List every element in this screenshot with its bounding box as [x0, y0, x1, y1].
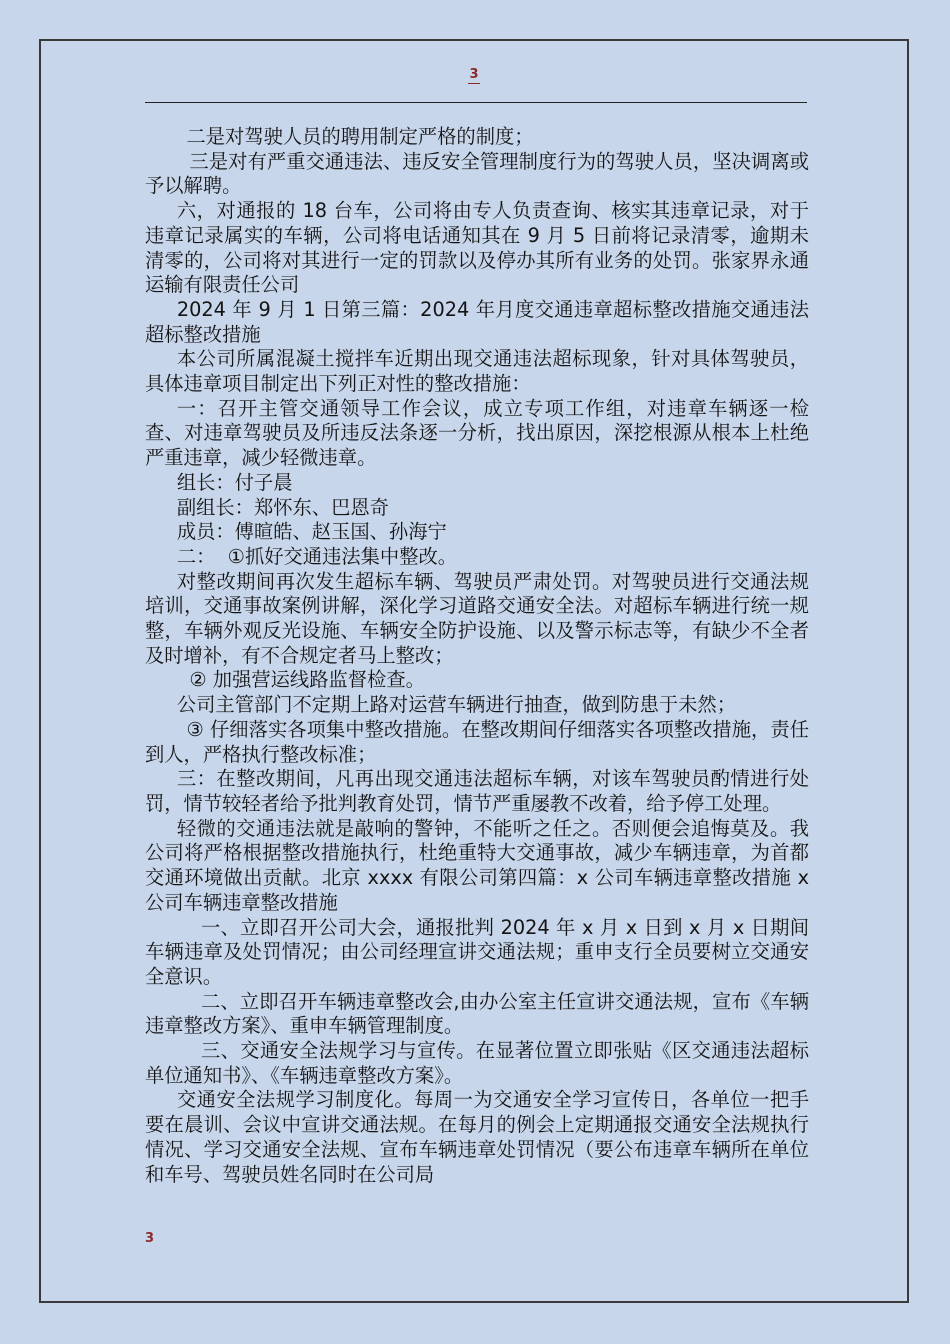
paragraph: 交通安全法规学习制度化。每周一为交通安全学习宣传日，各单位一把手要在晨训、会议中宣讲交通法规。在每月的例会上定期通报交通安全法规执行情况、学习交通安全法规、宣布车辆违章处罚情况（要公布违章车辆所在单位和车号、驾驶员姓名同时在公司局	[145, 1088, 809, 1186]
paragraph: 公司主管部门不定期上路对运营车辆进行抽查，做到防患于未然；	[176, 693, 736, 717]
paragraph: 二、立即召开车辆违章整改会,由办公室主任宣讲交通法规，宣布《车辆违章整改方案》、重申车辆管理制度。	[145, 989, 809, 1038]
paragraph: 轻微的交通违法就是敲响的警钟，不能听之任之。否则便会追悔莫及。我公司将严格根据整改措施执行，杜绝重特大交通事故，减少车辆违章，为首都交通环境做出贡献。北京 xxxx 有限公司第四篇：x 公司车辆违章整改措施 x 公司车辆违章整改措施	[145, 816, 809, 914]
paragraph: 三、交通安全法规学习与宣传。在显著位置立即张贴《区交通违法超标单位通知书》、《车辆违章整改方案》。	[145, 1039, 809, 1087]
paragraph: 一：召开主管交通领导工作会议，成立专项工作组，对违章车辆逐一检查、对违章驾驶员及所违反法条逐一分析，找出原因，深挖根源从根本上杜绝严重违章，减少轻微违章。	[145, 396, 809, 470]
paragraph: 六，对通报的 18 台车，公司将由专人负责查询、核实其违章记录，对于违章记录属实的车辆，公司将电话通知其在 9 月 5 日前将记录清零，逾期未清零的，公司将对其进行一定的罚款以及停办其所有业务的处罚。张家界永通运输有限责任公司	[145, 199, 809, 297]
document-body	[145, 125, 809, 1187]
footer-page-number: 3	[145, 1231, 155, 1246]
paragraph: 二是对驾驶人员的聘用制定严格的制度；	[186, 125, 534, 148]
document-page	[39, 39, 909, 1303]
paragraph: ② 加强营运线路监督检查。	[189, 668, 425, 692]
paragraph: 成员：傅暄皓、赵玉国、孙海宁	[176, 520, 447, 544]
paragraph: 副组长：郑怀东、巴恩奇	[176, 495, 389, 519]
paragraph: 一、立即召开公司大会，通报批判 2024 年 x 月 x 日到 x 月 x 日期间车辆违章及处罚情况；由公司经理宣讲交通法规；重申支行全员要树立交通安全意识。	[145, 915, 809, 988]
paragraph: ③ 仔细落实各项集中整改措施。在整改期间仔细落实各项整改措施，责任到人，严格执行整改标准；	[145, 717, 809, 766]
header-page-number: 3	[469, 67, 479, 82]
paragraph: 三是对有严重交通违法、违反安全管理制度行为的驾驶人员，坚决调离或予以解聘。	[145, 149, 809, 198]
header-divider	[145, 102, 807, 103]
paragraph: 三：在整改期间，凡再出现交通违法超标车辆，对该车驾驶员酌情进行处罚，情节较轻者给予批判教育处罚，情节严重屡教不改着，给予停工处理。	[145, 767, 809, 815]
paragraph: 本公司所属混凝土搅拌车近期出现交通违法超标现象，针对具体驾驶员，具体违章项目制定出下列正对性的整改措施：	[145, 347, 809, 396]
paragraph: 二： ①抓好交通违法集中整改。	[176, 544, 458, 568]
paragraph: 2024 年 9 月 1 日第三篇：2024 年月度交通违章超标整改措施交通违法超标整改措施	[145, 297, 809, 346]
paragraph: 组长：付子晨	[176, 470, 293, 494]
paragraph: 对整改期间再次发生超标车辆、驾驶员严肃处罚。对驾驶员进行交通法规培训，交通事故案例讲解，深化学习道路交通安全法。对超标车辆进行统一规整，车辆外观反光设施、车辆安全防护设施、以及警示标志等，有缺少不全者及时增补，有不合规定者马上整改；	[145, 569, 809, 667]
